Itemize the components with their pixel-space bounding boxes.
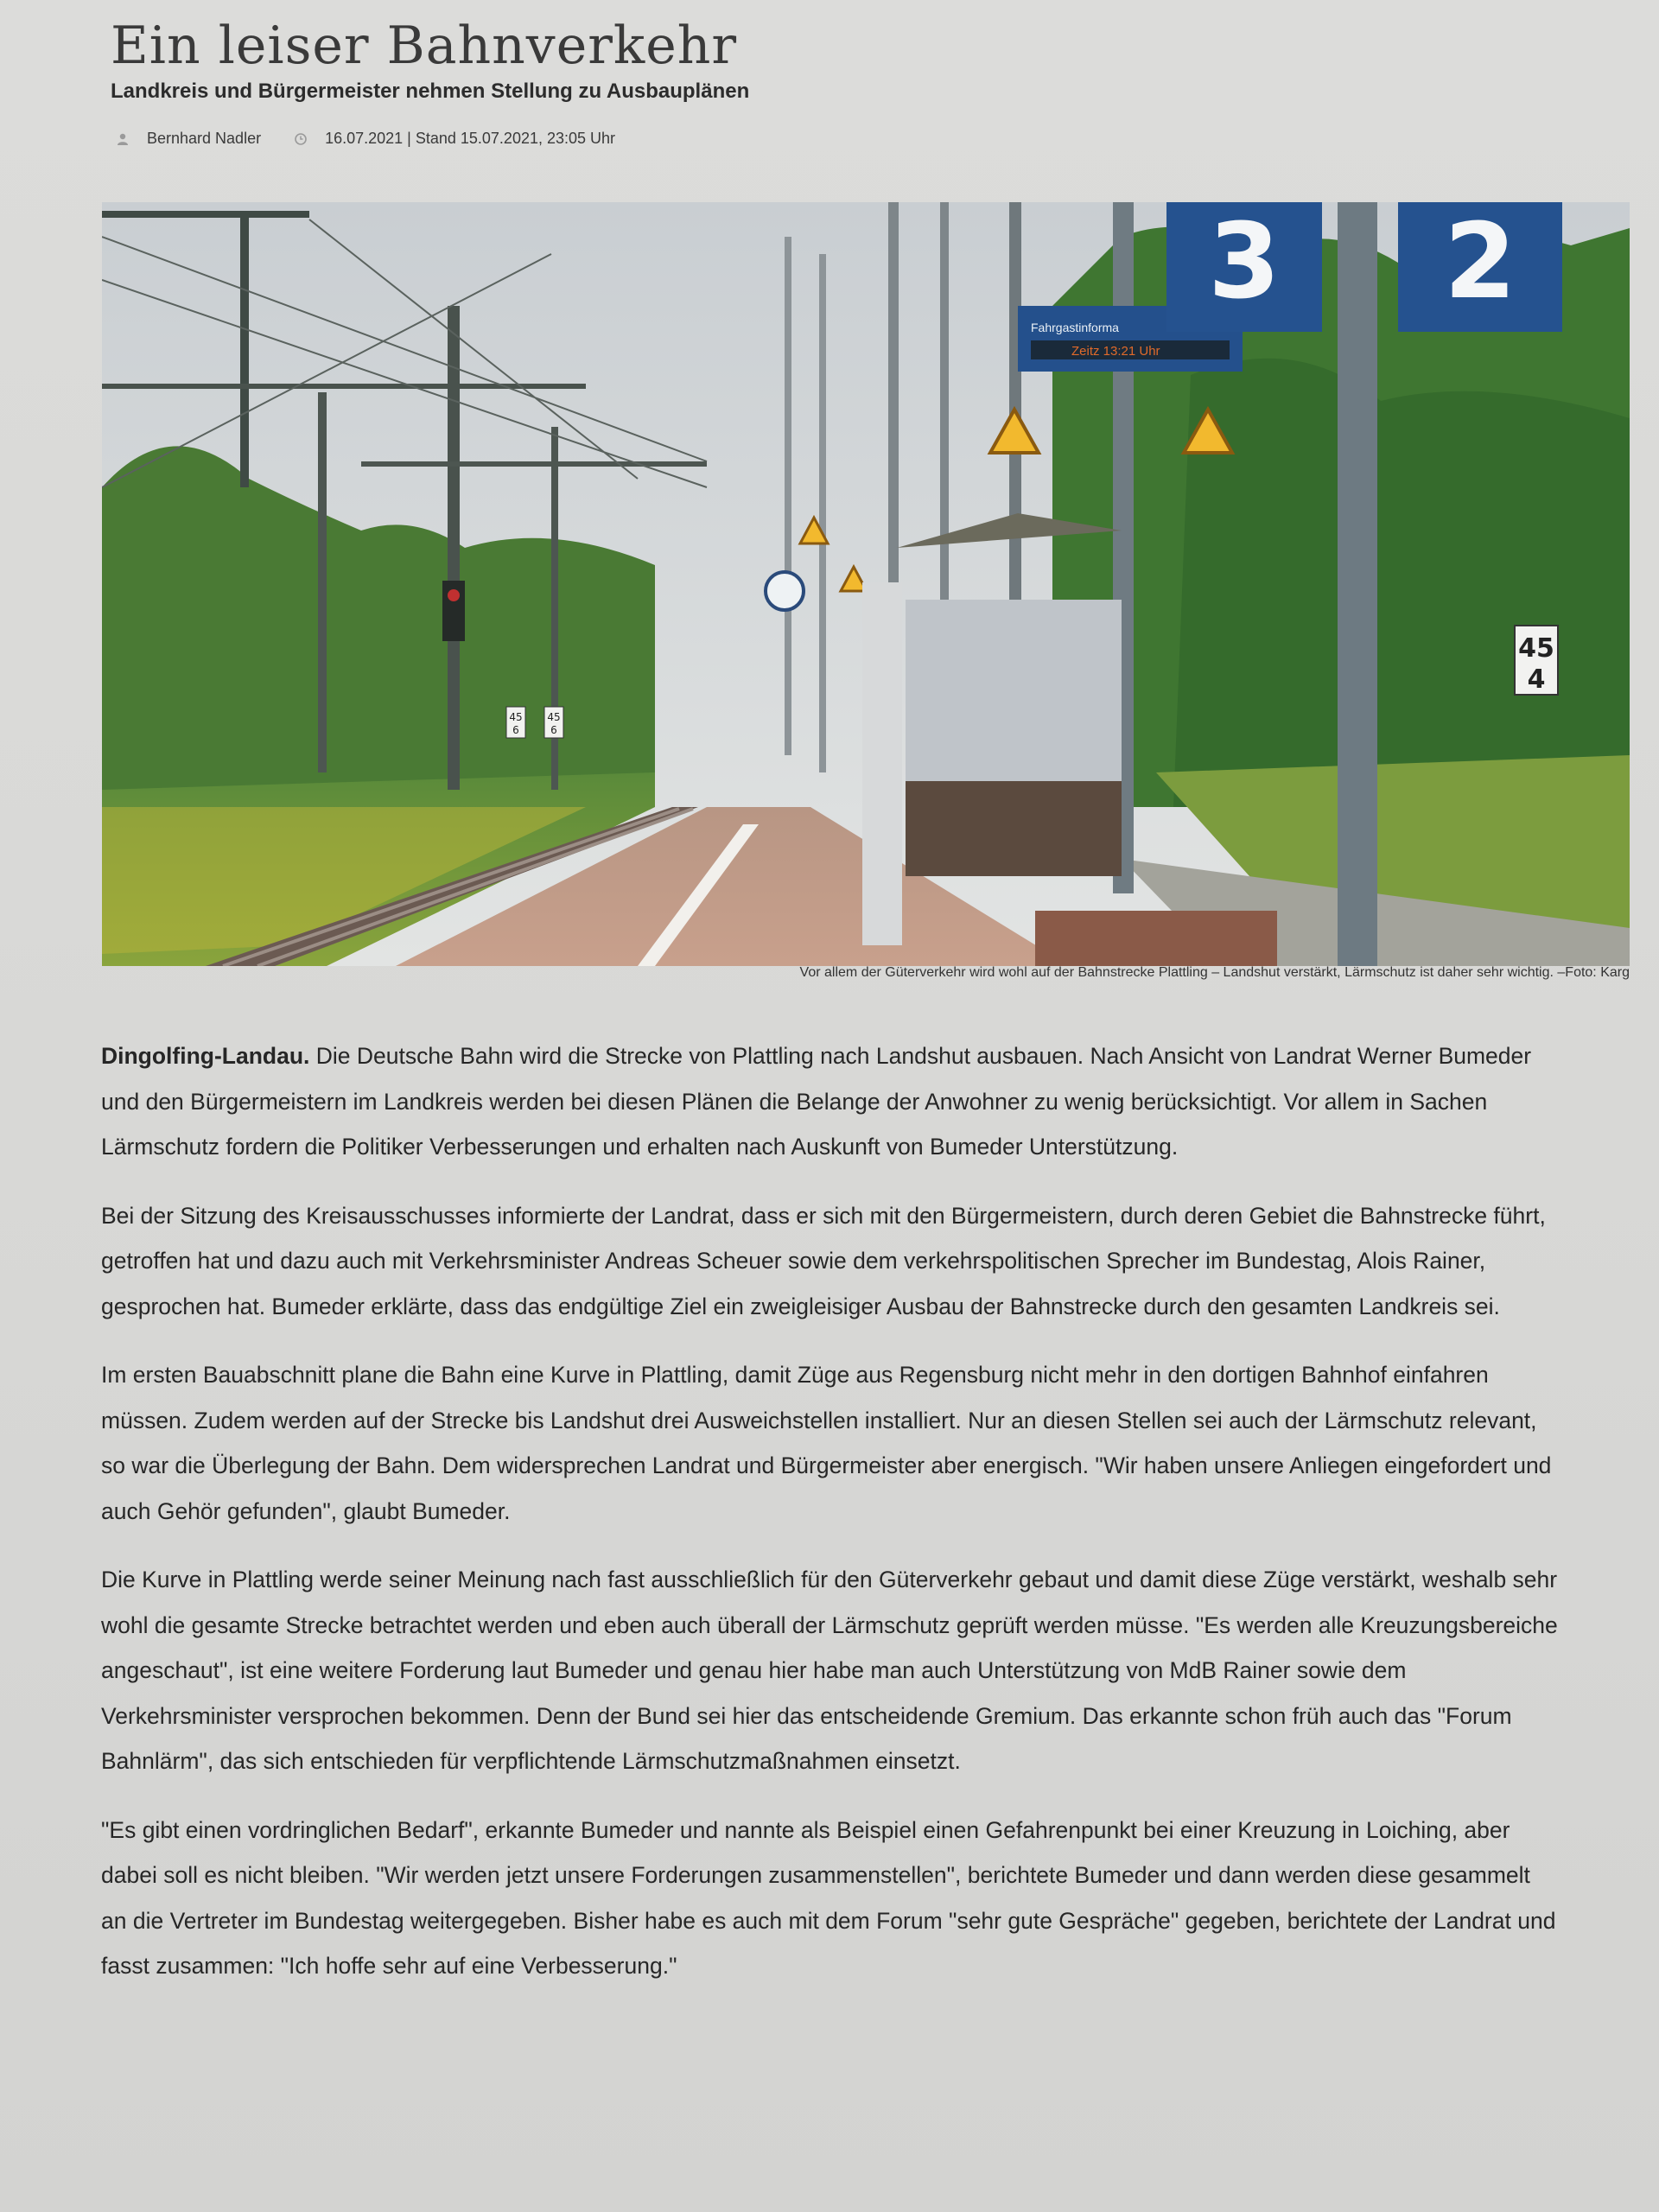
article-meta [116,130,615,148]
platform-sign-3: 3 [1208,202,1281,322]
display-text: Zeitz 13:21 Uhr [1071,344,1160,359]
km-marker-bottom: 4 [1527,664,1546,695]
km-marker-left2-bottom: 6 [550,724,557,736]
platform-sign-2: 2 [1444,202,1516,322]
article-subtitle: Landkreis und Bürgermeister nehmen Stellung zu Ausbauplänen [111,79,750,103]
photo-caption: Vor allem der Güterverkehr wird wohl auf der Bahnstrecke Plattling – Landshut verstärkt, Lärmschutz ist daher sehr wichtig. –Foto: Karg [799,965,1630,980]
display-label: Fahrgastinforma [1031,321,1119,334]
clock-icon [294,132,308,146]
publish-date: 16.07.2021 | Stand 15.07.2021, 23:05 Uhr [325,130,616,147]
paragraph-1 [101,1033,1561,1170]
article-body [101,1033,1561,2012]
paragraph-2: Bei der Sitzung des Kreisausschusses informierte der Landrat, dass er sich mit den Bürgermeistern, durch deren Gebiet die Bahnstrecke führt, getroffen hat und dazu auch mit Verkehrsminister Andreas Scheuer sowie dem verkehrspolitischen Sprecher im Bundestag, Alois Rainer, gesprochen hat. Bumeder erklärte, dass das endgültige Ziel ein zweigleisiger Ausbau der Bahnstrecke durch den gesamten Landkreis sei. [101,1202,1546,1319]
user-icon [116,132,130,146]
dateline: Dingolfing-Landau. [101,1043,310,1069]
km-marker-left1-top: 45 [509,711,523,723]
paragraph-4: Die Kurve in Plattling werde seiner Meinung nach fast ausschließlich für den Güterverkehr gebaut und damit diese Züge verstärkt, weshalb sehr wohl die gesamte Strecke betrachtet werden und eben auch überall der Lärmschutz geprüft werden müsse. "Es werden alle Kreuzungsbereiche angeschaut", ist eine weitere Forderung laut Bumeder und genau hier habe man auch Unterstützung von MdB Rainer sowie dem Verkehrsminister versprochen bekommen. Denn der Bund sei hier das entscheidende Gremium. Das erkannte schon früh auch das "Forum Bahnlärm", das sich entschieden für verpflichtende Lärmschutzmaßnahmen einsetzt. [101,1567,1558,1774]
railway-station-photo [102,202,1630,966]
article-photo [102,202,1630,966]
km-marker-left2-top: 45 [547,711,561,723]
km-marker-left1-bottom: 6 [512,724,519,736]
km-marker-top: 45 [1518,633,1554,664]
author-name[interactable]: Bernhard Nadler [147,130,262,147]
paragraph-1-text: Die Deutsche Bahn wird die Strecke von Plattling nach Landshut ausbauen. Nach Ansicht von Landrat Werner Bumeder und den Bürgermeistern im Landkreis werden bei diesen Plänen die Belange der Anwohner zu wenig berücksichtigt. Vor allem in Sachen Lärmschutz fordern die Politiker Verbesserungen und erhalten nach Auskunft von Bumeder Unterstützung. [101,1043,1532,1160]
paragraph-3: Im ersten Bauabschnitt plane die Bahn eine Kurve in Plattling, damit Züge aus Regensburg nicht mehr in den dortigen Bahnhof einfahren müssen. Zudem werden auf der Strecke bis Landshut drei Ausweichstellen installiert. Nur an diesen Stellen sei auch der Lärmschutz relevant, so war die Überlegung der Bahn. Dem widersprechen Landrat und Bürgermeister aber energisch. "Wir haben unsere Anliegen eingefordert und auch Gehör gefunden", glaubt Bumeder. [101,1362,1552,1524]
article-title: Ein leiser Bahnverkehr [111,16,738,76]
paragraph-5: "Es gibt einen vordringlichen Bedarf", erkannte Bumeder und nannte als Beispiel einen Gefahrenpunkt bei einer Kreuzung in Loiching, aber dabei soll es nicht bleiben. "Wir werden jetzt unsere Forderungen zusammenstellen", berichtete Bumeder und dann werden diese gesammelt an die Vertreter im Bundestag weitergegeben. Bisher habe es auch mit dem Forum "sehr gute Gespräche" gegeben, berichtete der Landrat und fasst zusammen: "Ich hoffe sehr auf eine Verbesserung." [101,1816,1556,1979]
